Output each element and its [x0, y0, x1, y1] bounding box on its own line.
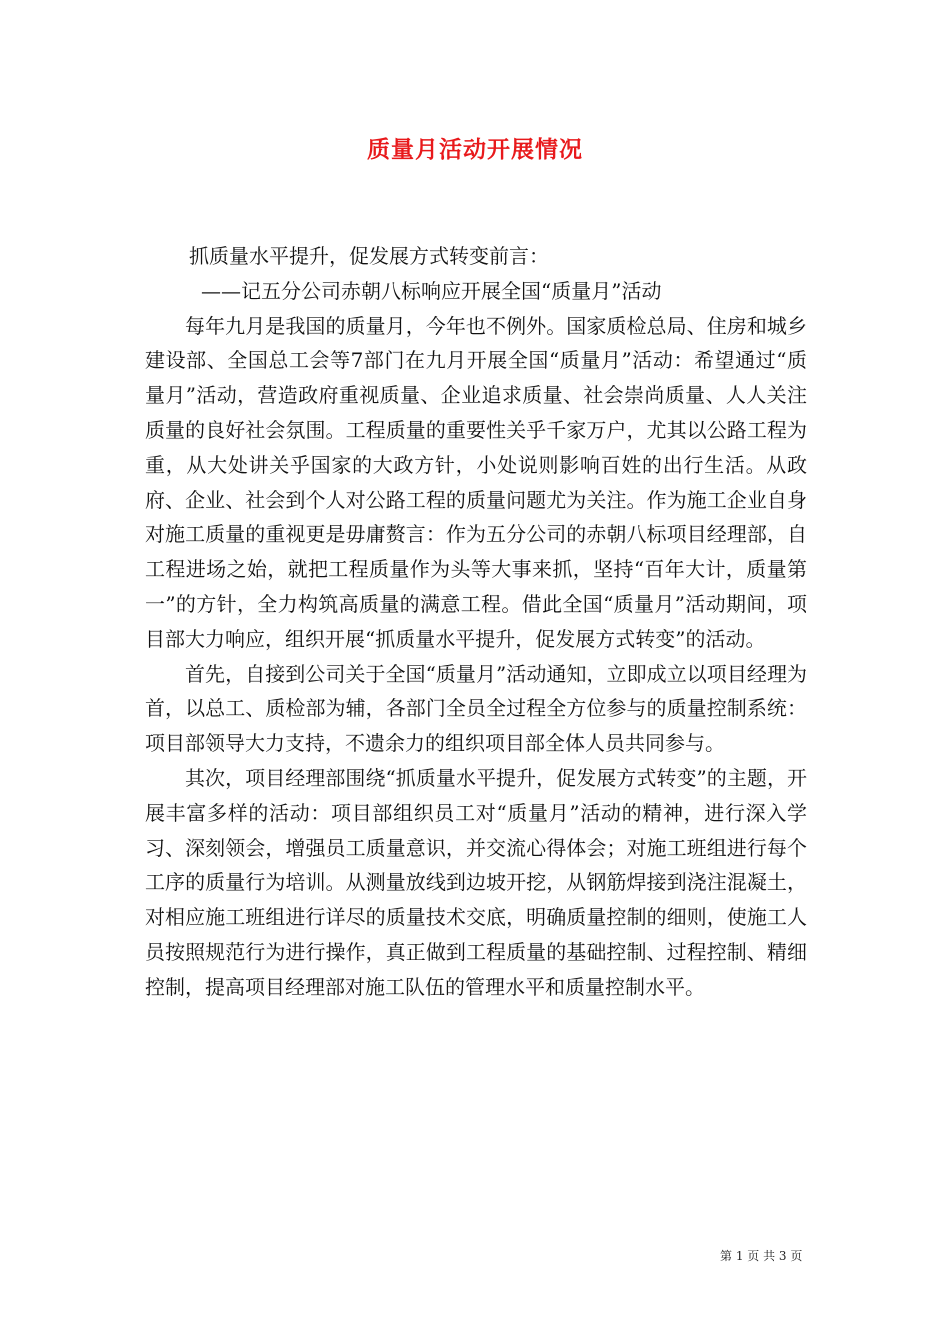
subtitle-line: 抓质量水平提升，促发展方式转变前言： [189, 244, 549, 268]
paragraph-3: 其次，项目经理部围绕“抓质量水平提升，促发展方式转变”的主题，开展丰富多样的活动：项目部组织员工对“质量月”活动的精神，进行深入学习、深刻领会，增强员工质量意识，并交流心得体会；对施工班组进行每个工序的质量行为培训。从测量放线到边坡开挖，从钢筋焊接到浇注混凝土，对相应施工班组进行详尽的质量技术交底，明确质量控制的细则，使施工人员按照规范行为进行操作，真正做到工程质量的基础控制、过程控制、精细控制，提高项目经理部对施工队伍的管理水平和质量控制水平。 [145, 765, 807, 999]
page-indicator: 第 1 页 共 3 页 [720, 1249, 803, 1263]
byline: ——记五分公司赤朝八标响应开展全国“质量月”活动 [201, 278, 662, 303]
document-title: 质量月活动开展情况 [367, 136, 583, 163]
paragraph-1: 每年九月是我国的质量月，今年也不例外。国家质检总局、住房和城乡建设部、全国总工会等7部门在九月开展全国“质量月”活动：希望通过“质量月”活动，营造政府重视质量、企业追求质量、社会崇尚质量、人人关注质量的良好社会氛围。工程质量的重要性关乎千家万户，尤其以公路工程为重，从大处讲关乎国家的大政方针，小处说则影响百姓的出行生活。从政府、企业、社会到个人对公路工程的质量问题尤为关注。作为施工企业自身对施工质量的重视更是毋庸赘言：作为五分公司的赤朝八标项目经理部，自工程进场之始，就把工程质量作为头等大事来抓，坚持“百年大计，质量第一”的方针，全力构筑高质量的满意工程。借此全国“质量月”活动期间，项目部大力响应，组织开展“抓质量水平提升，促发展方式转变”的活动。 [145, 313, 807, 651]
paragraph-2: 首先，自接到公司关于全国“质量月”活动通知，立即成立以项目经理为首，以总工、质检部为辅，各部门全员全过程全方位参与的质量控制系统：项目部领导大力支持，不遗余力的组织项目部全体人员共同参与。 [145, 661, 807, 756]
document-body [145, 239, 807, 1005]
